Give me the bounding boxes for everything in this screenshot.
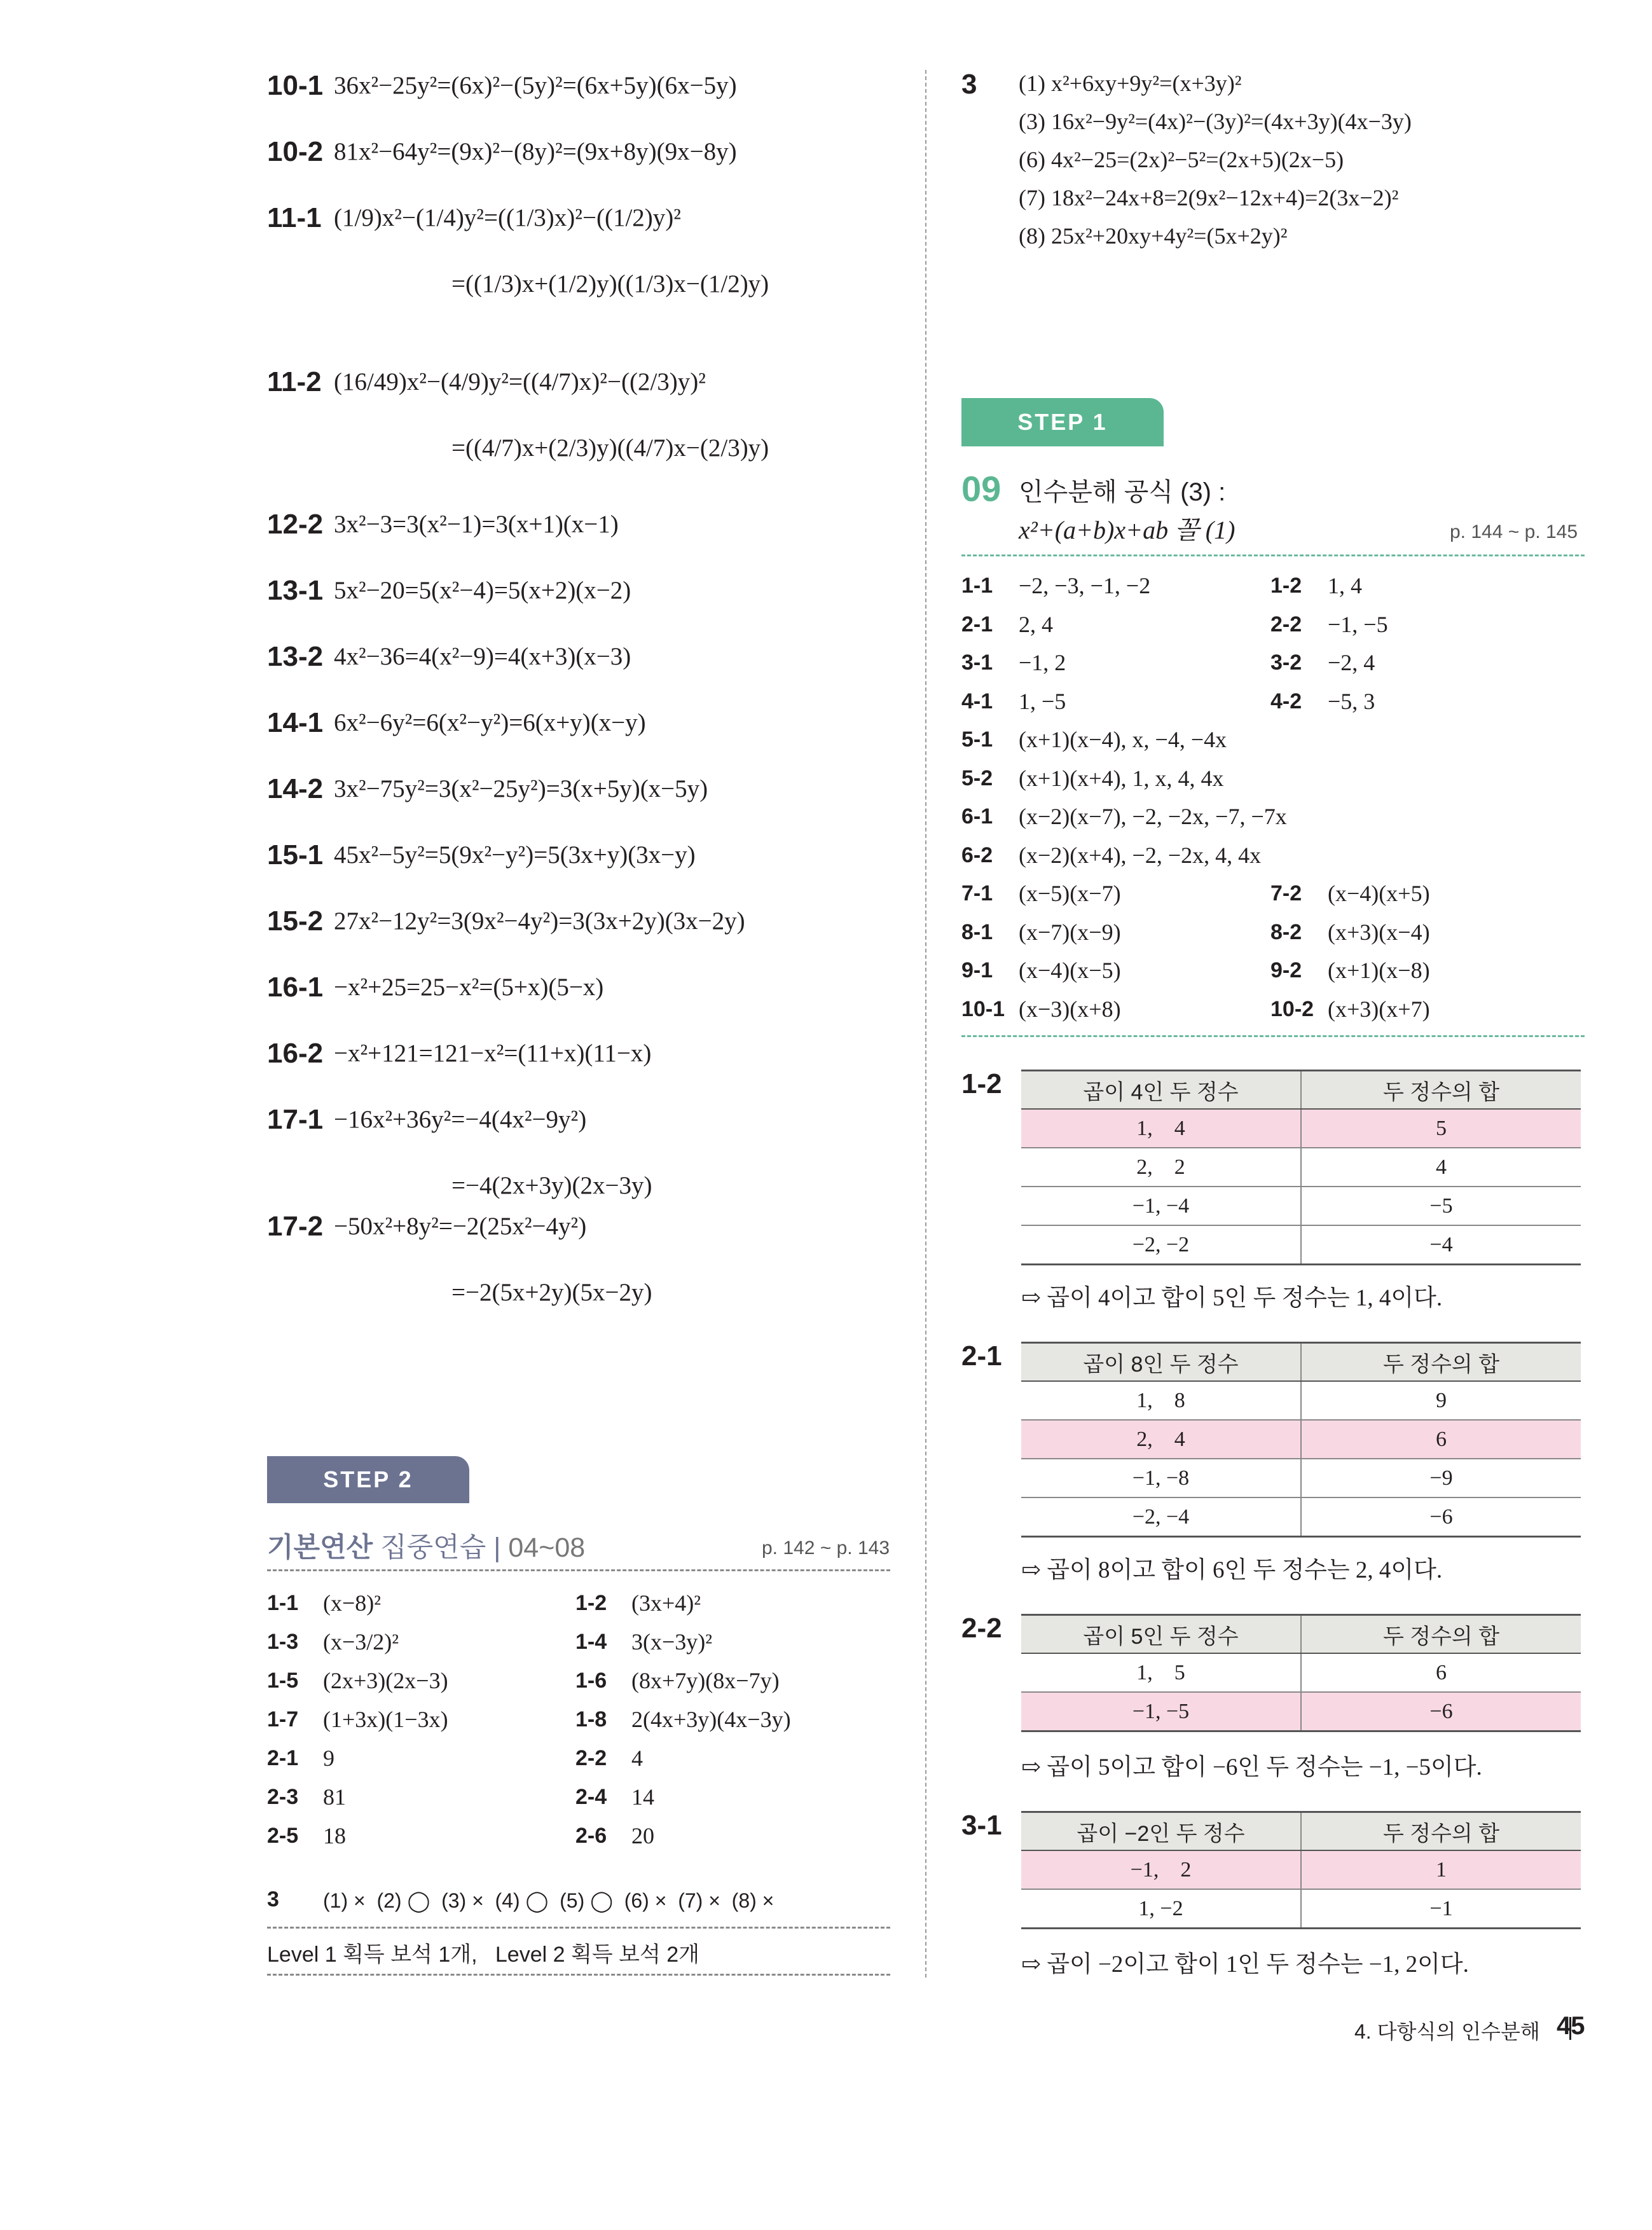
table-row (1021, 1889, 1581, 1929)
step2-badge: STEP 2 (267, 1456, 469, 1503)
answer-equation: 36x²−25y²=(6x)²−(5y)²=(6x+5y)(6x−5y) (334, 72, 737, 99)
page-number: 45 (1557, 2012, 1585, 2040)
section-title-line2: x²+(a+b)x+ab 꼴 (1) (1019, 516, 1236, 544)
answer-number: 11-1 (267, 202, 322, 233)
table-row (1021, 1459, 1581, 1497)
answer-label: 5-1 (961, 727, 993, 752)
answer-value: 4 (631, 1745, 643, 1771)
table-row (1021, 1148, 1581, 1187)
step2-pages: p. 142 ~ p. 143 (762, 1538, 890, 1559)
answer-label: 8-2 (1270, 919, 1302, 944)
answer-label: 1-5 (267, 1669, 299, 1693)
answer-value: (2x+3)(2x−3) (323, 1668, 448, 1693)
answer-value: (x+1)(x−4), x, −4, −4x (1019, 727, 1227, 752)
table-cell-sum: 5 (1301, 1109, 1581, 1148)
answer-label: 3-1 (961, 650, 993, 675)
answer-label: 1-8 (575, 1707, 607, 1731)
answer-label: 2-2 (575, 1746, 607, 1770)
answer-label: 9-1 (961, 958, 993, 982)
step2-title: 기본연산 집중연습 | 04~08 (267, 1532, 586, 1563)
answer-label: 5-2 (961, 766, 993, 790)
answer-label: 1-1 (267, 1591, 299, 1615)
table-conclusion: ⇨ 곱이 5이고 합이 −6인 두 정수는 −1, −5이다. (1021, 1754, 1482, 1780)
answer-label: 1-1 (961, 574, 993, 598)
answer-value: −1, 2 (1019, 650, 1066, 675)
section-number: 09 (961, 469, 1002, 509)
answer-label: 10-1 (961, 996, 1005, 1021)
step2-range-sep: ~ (539, 1532, 555, 1563)
footer-chapter: 4. 다항식의 인수분해 (1354, 2020, 1540, 2043)
answer-value: 9 (323, 1745, 334, 1771)
table-cell-pair: −2, −4 (1021, 1497, 1301, 1537)
table-row (1021, 1225, 1581, 1265)
step1-divider-top (961, 554, 1585, 556)
answer-value: (x−8)² (323, 1590, 382, 1616)
answer-label: 4-1 (961, 689, 993, 713)
integer-pairs-table (1021, 1614, 1581, 1732)
step2-range-a: 04 (508, 1532, 539, 1563)
answer-number: 14-2 (267, 773, 324, 804)
column-divider (925, 70, 926, 1978)
answer-number: 14-1 (267, 707, 324, 738)
answer-equation: =((1/3)x+(1/2)y)((1/3)x−(1/2)y) (451, 270, 769, 298)
integer-pairs-table (1021, 1070, 1581, 1265)
answer-equation: 4x²−36=4(x²−9)=4(x+3)(x−3) (334, 643, 631, 670)
answer-label: 2-4 (575, 1785, 607, 1809)
step2-q3-answers: (1) × (2) ◯ (3) × (4) ◯ (5) ◯ (6) × (7) × (8) × (323, 1889, 774, 1912)
answer-value: −2, 4 (1328, 650, 1375, 675)
answer-number: 16-1 (267, 972, 324, 1003)
q3-item: (6) 4x²−25=(2x)²−5²=(2x+5)(2x−5) (1019, 147, 1344, 172)
step2-range-b: 08 (554, 1532, 586, 1563)
table-cell-pair: −1, −8 (1021, 1459, 1301, 1497)
table-row (1021, 1692, 1581, 1731)
step2-divider-top (267, 1569, 890, 1571)
answer-equation: −x²+25=25−x²=(5+x)(5−x) (334, 974, 604, 1001)
step2-title-rest: 집중연습 (373, 1532, 486, 1563)
answer-label: 1-3 (267, 1630, 299, 1654)
answer-value: (x−2)(x+4), −2, −2x, 4, 4x (1019, 842, 1262, 868)
table-cell-pair: 1, 4 (1021, 1109, 1301, 1148)
q3-number: 3 (961, 69, 977, 100)
answer-value: (x+1)(x−8) (1328, 958, 1430, 983)
table-cell-pair: −2, −2 (1021, 1225, 1301, 1265)
answer-value: (x−7)(x−9) (1019, 919, 1121, 945)
step2-divider-bottom (267, 1974, 890, 1976)
answer-label: 1-2 (1270, 574, 1302, 598)
answer-equation: 45x²−5y²=5(9x²−y²)=5(3x+y)(3x−y) (334, 841, 696, 869)
answer-equation: (1/9)x²−(1/4)y²=((1/3)x)²−((1/2)y)² (334, 204, 681, 231)
table-header: 곱이 5인 두 정수 (1021, 1615, 1301, 1654)
table-cell-pair: −1, −4 (1021, 1187, 1301, 1225)
q3-item: (1) x²+6xy+9y²=(x+3y)² (1019, 71, 1242, 96)
table-row (1021, 1850, 1581, 1889)
table-cell-sum: 1 (1301, 1850, 1581, 1889)
table-cell-pair: 1, 5 (1021, 1653, 1301, 1692)
table-row (1021, 1381, 1581, 1420)
answer-value: 2(4x+3y)(4x−3y) (631, 1707, 791, 1732)
table-cell-pair: 2, 4 (1021, 1420, 1301, 1459)
answer-value: 81 (323, 1784, 346, 1810)
answer-label: 3-2 (1270, 650, 1302, 675)
answer-equation: 27x²−12y²=3(9x²−4y²)=3(3x+2y)(3x−2y) (334, 907, 745, 935)
answer-label: 6-1 (961, 804, 993, 829)
answer-value: (8x+7y)(8x−7y) (631, 1668, 780, 1693)
table-row (1021, 1420, 1581, 1459)
table-header: 두 정수의 합 (1301, 1812, 1581, 1851)
answer-number: 15-2 (267, 905, 324, 937)
answer-value: (x+3)(x+7) (1328, 996, 1430, 1022)
answer-label: 7-2 (1270, 881, 1302, 905)
answer-value: −1, −5 (1328, 611, 1388, 637)
answer-equation: 3x²−3=3(x²−1)=3(x+1)(x−1) (334, 511, 619, 538)
answer-number: 11-2 (267, 366, 322, 397)
answer-value: 1, 4 (1328, 573, 1362, 598)
answer-value: 18 (323, 1823, 346, 1848)
integer-pairs-table (1021, 1342, 1581, 1538)
table-row (1021, 1187, 1581, 1225)
answer-equation: 81x²−64y²=(9x)²−(8y)²=(9x+8y)(9x−8y) (334, 138, 737, 165)
step2-divider-mid (267, 1927, 890, 1929)
table-row (1021, 1497, 1581, 1537)
q3-item: (3) 16x²−9y²=(4x)²−(3y)²=(4x+3y)(4x−3y) (1019, 109, 1412, 134)
answer-label: 2-2 (1270, 612, 1302, 637)
table-cell-sum: 6 (1301, 1420, 1581, 1459)
answer-label: 2-1 (267, 1746, 299, 1770)
table-cell-sum: −5 (1301, 1187, 1581, 1225)
table-header: 곱이 4인 두 정수 (1021, 1071, 1301, 1110)
step1-badge: STEP 1 (961, 398, 1164, 446)
step1-pages: p. 144 ~ p. 145 (1450, 521, 1578, 542)
table-label: 1-2 (961, 1068, 1002, 1099)
answer-number: 10-1 (267, 70, 324, 101)
answer-value: (x−4)(x−5) (1019, 958, 1121, 983)
table-cell-sum: 6 (1301, 1653, 1581, 1692)
answer-equation: =−4(2x+3y)(2x−3y) (451, 1172, 652, 1199)
section-title-line1: 인수분해 공식 (3) : (1019, 478, 1226, 506)
answer-value: 1, −5 (1019, 688, 1066, 714)
answer-number: 17-2 (267, 1211, 324, 1242)
level-line: Level 1 획득 보석 1개, Level 2 획득 보석 2개 (267, 1943, 699, 1967)
answer-number: 12-2 (267, 509, 324, 540)
answer-value: 14 (631, 1784, 654, 1810)
answer-equation: (16/49)x²−(4/9)y²=((4/7)x)²−((2/3)y)² (334, 368, 706, 396)
table-header: 곱이 −2인 두 정수 (1021, 1812, 1301, 1851)
table-header: 두 정수의 합 (1301, 1615, 1581, 1654)
q3-item: (7) 18x²−24x+8=2(9x²−12x+4)=2(3x−2)² (1019, 185, 1399, 210)
answer-label: 2-1 (961, 612, 993, 637)
step2-title-bold: 기본연산 (267, 1532, 373, 1563)
table-cell-pair: 2, 2 (1021, 1148, 1301, 1187)
answer-number: 16-2 (267, 1038, 324, 1069)
answer-number: 15-1 (267, 839, 324, 871)
answer-label: 7-1 (961, 881, 993, 905)
answer-equation: =−2(5x+2y)(5x−2y) (451, 1279, 652, 1306)
table-row (1021, 1109, 1581, 1148)
answer-label: 8-1 (961, 919, 993, 944)
table-cell-sum: −6 (1301, 1692, 1581, 1731)
answer-value: 20 (631, 1823, 654, 1848)
answer-number: 13-2 (267, 641, 324, 672)
table-conclusion: ⇨ 곱이 8이고 합이 6인 두 정수는 2, 4이다. (1021, 1557, 1443, 1583)
answer-equation: 6x²−6y²=6(x²−y²)=6(x+y)(x−y) (334, 709, 646, 736)
answer-equation: 3x²−75y²=3(x²−25y²)=3(x+5y)(x−5y) (334, 775, 708, 802)
answer-label: 1-2 (575, 1591, 607, 1615)
table-cell-pair: −1, 2 (1021, 1850, 1301, 1889)
table-header: 두 정수의 합 (1301, 1343, 1581, 1382)
answer-label: 1-4 (575, 1630, 607, 1654)
answer-value: (x−3/2)² (323, 1629, 399, 1655)
answer-value: (1+3x)(1−3x) (323, 1707, 448, 1732)
table-cell-sum: −4 (1301, 1225, 1581, 1265)
answer-equation: =((4/7)x+(2/3)y)((4/7)x−(2/3)y) (451, 434, 769, 462)
answer-value: (x−2)(x−7), −2, −2x, −7, −7x (1019, 804, 1287, 829)
table-label: 3-1 (961, 1810, 1002, 1841)
answer-label: 2-3 (267, 1785, 299, 1809)
table-cell-sum: 9 (1301, 1381, 1581, 1420)
table-cell-sum: 4 (1301, 1148, 1581, 1187)
table-cell-pair: 1, 8 (1021, 1381, 1301, 1420)
answer-label: 6-2 (961, 843, 993, 867)
answer-label: 4-2 (1270, 689, 1302, 713)
answer-label: 2-5 (267, 1824, 299, 1848)
answer-label: 9-2 (1270, 958, 1302, 982)
answer-number: 17-1 (267, 1104, 324, 1135)
table-cell-pair: −1, −5 (1021, 1692, 1301, 1731)
table-cell-sum: −9 (1301, 1459, 1581, 1497)
answer-value: −2, −3, −1, −2 (1019, 573, 1151, 598)
table-header: 곱이 8인 두 정수 (1021, 1343, 1301, 1382)
table-cell-pair: 1, −2 (1021, 1889, 1301, 1929)
q3-item: (8) 25x²+20xy+4y²=(5x+2y)² (1019, 223, 1288, 249)
answer-value: (x+1)(x+4), 1, x, 4, 4x (1019, 765, 1224, 791)
answer-label: 10-2 (1270, 996, 1314, 1021)
table-cell-sum: −6 (1301, 1497, 1581, 1537)
answer-label: 1-6 (575, 1669, 607, 1693)
table-row (1021, 1653, 1581, 1692)
answer-equation: −x²+121=121−x²=(11+x)(11−x) (334, 1040, 652, 1067)
answer-value: −5, 3 (1328, 688, 1375, 714)
answer-value: (x−5)(x−7) (1019, 881, 1121, 906)
table-conclusion: ⇨ 곱이 4이고 합이 5인 두 정수는 1, 4이다. (1021, 1285, 1443, 1311)
table-conclusion: ⇨ 곱이 −2이고 합이 1인 두 정수는 −1, 2이다. (1021, 1951, 1469, 1978)
table-label: 2-1 (961, 1340, 1002, 1372)
answer-value: (x−4)(x+5) (1328, 881, 1430, 906)
table-label: 2-2 (961, 1613, 1002, 1644)
answer-label: 2-6 (575, 1824, 607, 1848)
answer-equation: −50x²+8y²=−2(25x²−4y²) (334, 1213, 587, 1240)
answer-value: (x+3)(x−4) (1328, 919, 1430, 945)
table-cell-sum: −1 (1301, 1889, 1581, 1929)
answer-label: 1-7 (267, 1707, 299, 1731)
answer-value: (3x+4)² (631, 1590, 701, 1616)
step2-q3-label: 3 (267, 1887, 279, 1911)
answer-number: 10-2 (267, 136, 324, 167)
answer-value: (x−3)(x+8) (1019, 996, 1121, 1022)
step1-divider-bottom (961, 1035, 1585, 1037)
answer-number: 13-1 (267, 575, 324, 606)
answer-equation: −16x²+36y²=−4(4x²−9y²) (334, 1106, 587, 1133)
answer-value: 2, 4 (1019, 611, 1053, 637)
table-header: 두 정수의 합 (1301, 1071, 1581, 1110)
integer-pairs-table (1021, 1811, 1581, 1929)
answer-value: 3(x−3y)² (631, 1629, 713, 1655)
answer-equation: 5x²−20=5(x²−4)=5(x+2)(x−2) (334, 577, 631, 604)
